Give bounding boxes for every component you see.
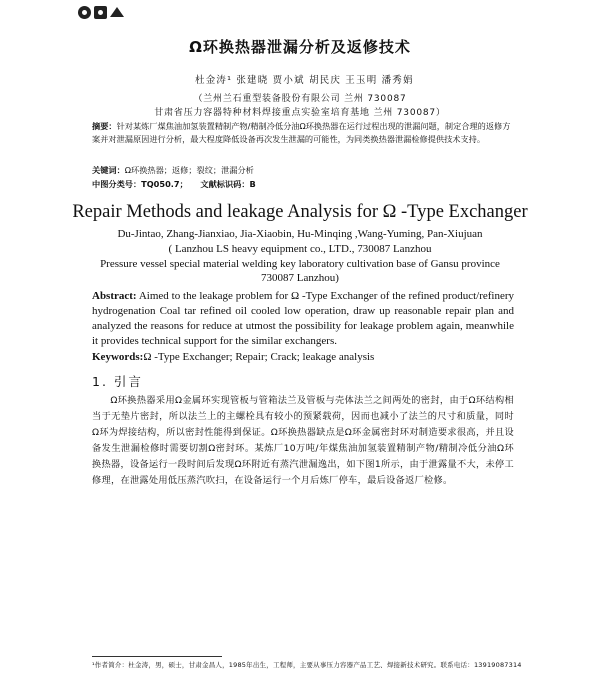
journal-logo-icon-3: [110, 7, 124, 17]
chinese-keywords-text: Ω环换热器；返修；裂纹；泄漏分析: [124, 165, 254, 175]
chinese-abstract: [92, 120, 512, 146]
english-abstract-text: Aimed to the leakage problem for Ω -Type Exchanger of the refined product/refinery hydrogenation Coal tar refined oil cooled low operation, draw up reasonable repair plan and analyzed the reasons for reduce at utmost the possibility for leakage problem again, meanwhile it provides technical support for the similar exchangers.: [92, 290, 514, 347]
english-affiliation-1: ( Lanzhou LS heavy equipment co., LTD., 730087 Lanzhou: [168, 243, 432, 255]
doc-code-value: B: [249, 179, 256, 189]
english-title: Repair Methods and leakage Analysis for Ω -Type Exchanger: [72, 202, 528, 222]
journal-logo-icon-2: [94, 6, 107, 19]
section-heading-introduction: 1. 引言: [92, 374, 143, 389]
class-number-label: 中图分类号：: [92, 179, 142, 189]
english-affiliation-2: Pressure vessel special material welding key laboratory cultivation base of Gansu province: [100, 258, 500, 270]
chinese-keywords-label: 关键词：: [92, 165, 125, 175]
introduction-body: Ω环换热器采用Ω金属环实现管板与管箱法兰及管板与壳体法兰之间两处的密封，由于Ω环结构相当于无垫片密封，所以法兰上的主螺栓具有较小的预紧载荷，因而也减小了法兰的尺寸和质量，同时Ω环为焊接结构，所以密封性能得到保证。Ω环换热器缺点是Ω环金属密封环对制造要求很高，并且设备发生泄漏检修时需要切割Ω密封环。某炼厂10万吨/年煤焦油加氢装置精制产物/精制冷低分油Ω环换热器，设备运行一段时间后发现Ω环附近有蒸汽泄漏逸出，如下图1所示，由于泄露量不大，未停工修理，在泄露处用低压蒸汽吹扫，在设备运行一个月后炼厂停车，最后设备返厂检修。: [92, 395, 514, 486]
author-footnote: ¹作者简介：杜金涛，男，硕士，甘肃金昌人，1985年出生，工程师，主要从事压力容器产品工艺、焊接新技术研究。联系电话：13919087314: [92, 661, 522, 669]
chinese-keywords: [92, 164, 512, 177]
chinese-abstract-label: 摘要：: [92, 121, 117, 131]
english-authors: Du-Jintao, Zhang-Jianxiao, Jia-Xiaobin, Hu-Minqing ,Wang-Yuming, Pan-Xiujuan: [117, 228, 483, 240]
class-number-value: TQ050.7；: [141, 179, 188, 189]
chinese-affiliation-2: 甘肃省压力容器特种材料焊接重点实验室培育基地 兰州 730087）: [154, 108, 446, 118]
english-abstract: [92, 289, 514, 349]
english-keywords: [92, 351, 514, 363]
chinese-title: Ω环换热器泄漏分析及返修技术: [189, 38, 411, 56]
footnote-divider: [92, 656, 222, 657]
english-keywords-text: Ω -Type Exchanger; Repair; Crack; leakage analysis: [143, 351, 375, 363]
doc-code-label: 文献标识码：: [200, 179, 250, 189]
english-abstract-label: Abstract:: [92, 290, 137, 302]
journal-logo: [78, 5, 124, 19]
english-keywords-label: Keywords:: [92, 351, 144, 363]
classification-line: [92, 178, 512, 191]
chinese-authors: 杜金涛¹ 张建晓 贾小斌 胡民庆 王玉明 潘秀娟: [195, 75, 414, 86]
chinese-abstract-text: 针对某炼厂煤焦油加氢装置精制产物/精制冷低分油Ω环换热器在运行过程出现的泄漏问题，制定合理的返修方案并对泄漏原因进行分析，最大程度降低设备再次发生泄漏的可能性，为同类换热器泄漏检修提供技术支持。: [92, 121, 511, 144]
english-affiliation-3: 730087 Lanzhou): [261, 272, 339, 284]
chinese-affiliation-1: （兰州兰石重型装备股份有限公司 兰州 730087: [193, 94, 407, 104]
journal-logo-icon-1: [78, 6, 91, 19]
